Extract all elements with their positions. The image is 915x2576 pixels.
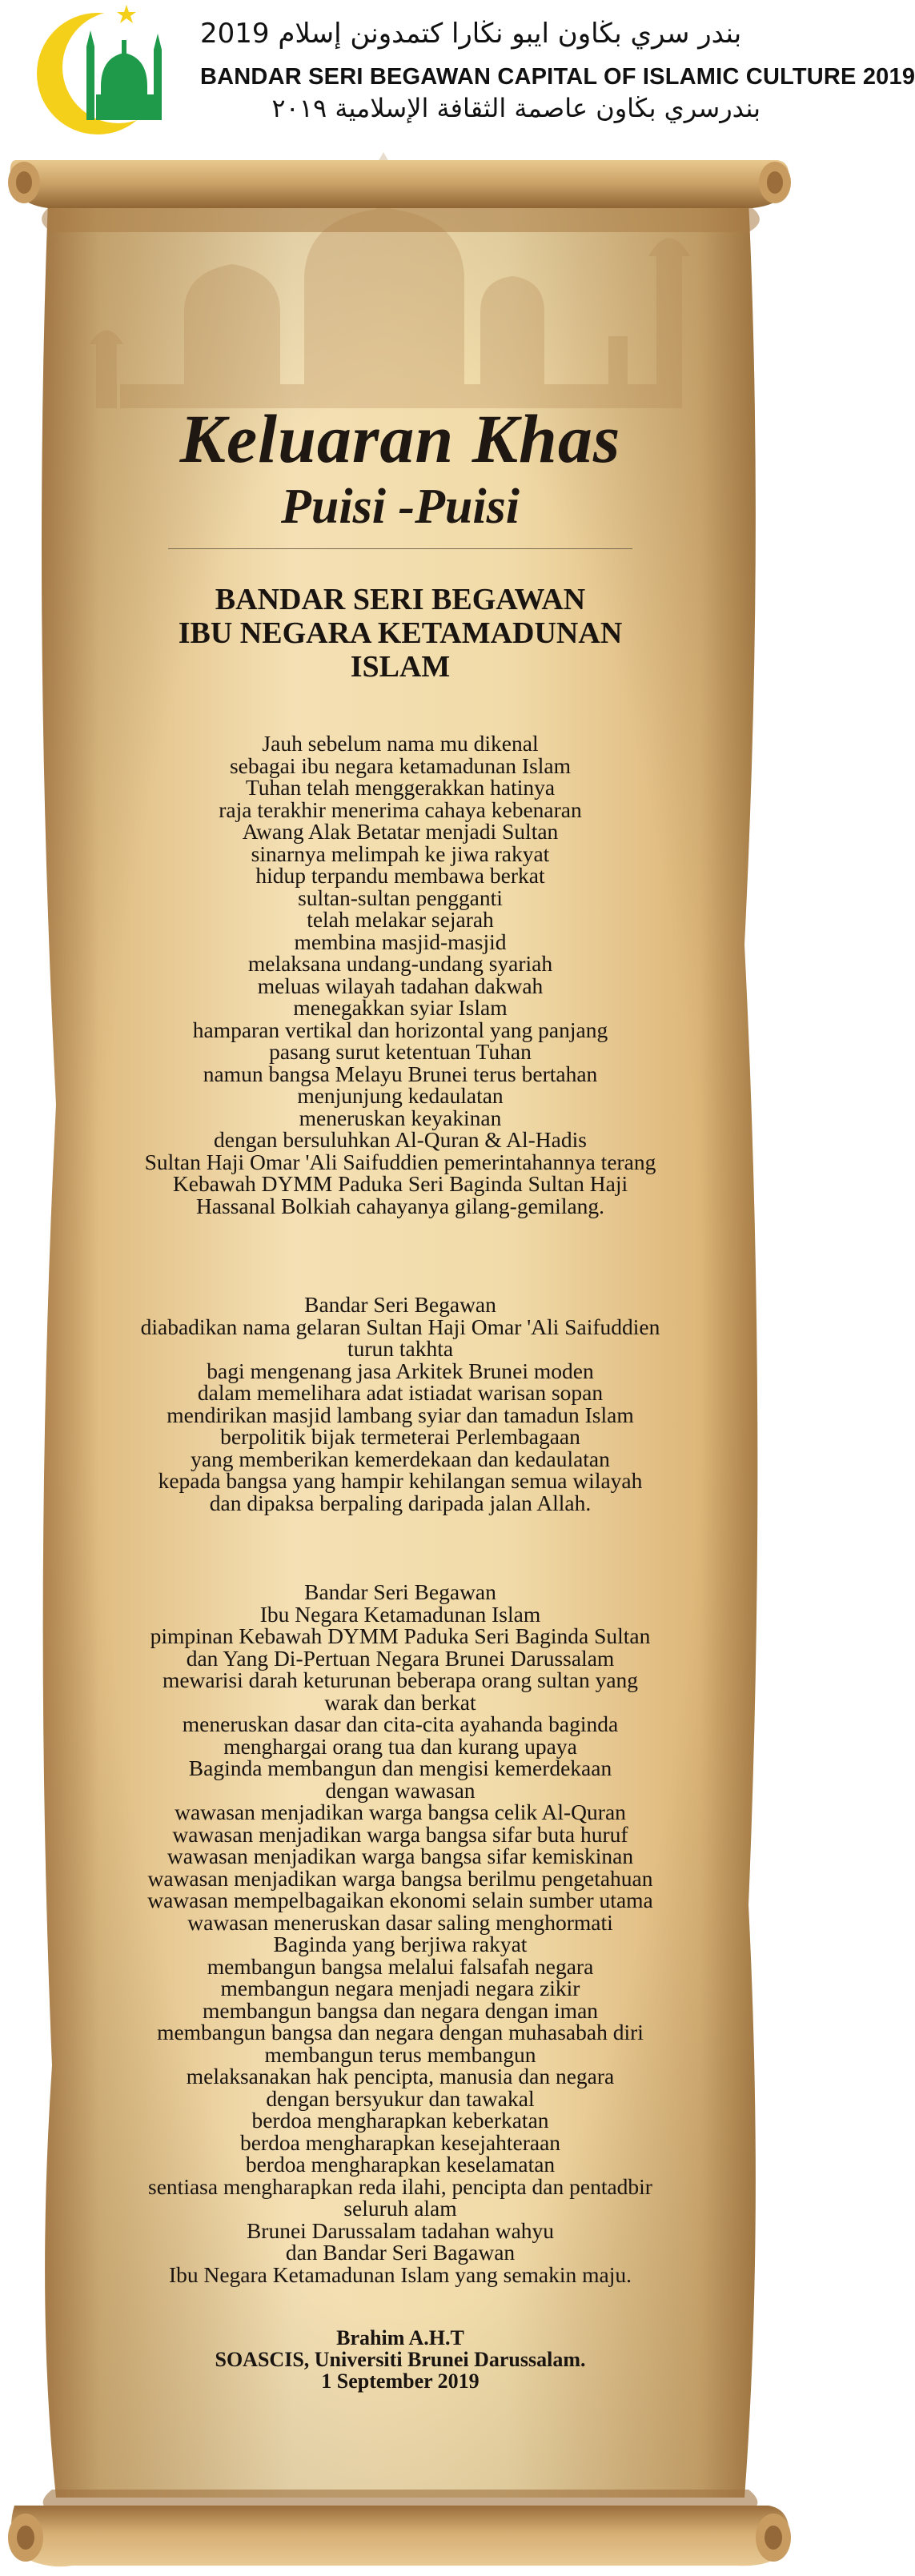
page-header xyxy=(0,0,915,152)
poem-line: Tuhan telah menggerakkan hatinya xyxy=(245,775,556,800)
special-edition-title: Keluaran Khas xyxy=(179,400,621,477)
poem-line: hidup terpandu membawa berkat xyxy=(255,863,545,888)
poem-line: wawasan menjadikan warga bangsa berilmu pengetahuan xyxy=(147,1865,653,1891)
poem-line: membangun bangsa dan negara dengan iman xyxy=(202,1997,599,2023)
stanza-2 xyxy=(72,1294,728,1514)
poem-line: Bandar Seri Begawan xyxy=(304,1292,496,1317)
poem-line: berdoa mengharapkan keberkatan xyxy=(251,2108,549,2133)
poem-line: sentiasa mengharapkan reda ilahi, pencipta dan pentadbir xyxy=(148,2173,652,2199)
poem-line: pasang surut ketentuan Tuhan xyxy=(269,1039,532,1064)
poem-line: menjunjung kedaulatan xyxy=(297,1083,504,1108)
poem-line: wawasan menjadikan warga bangsa sifar kemiskinan xyxy=(167,1844,634,1868)
poem-line: bagi mengenang jasa Arkitek Brunei moden xyxy=(207,1358,594,1383)
poem-line: membina masjid-masjid xyxy=(294,929,507,954)
poem-line: raja terakhir menerima cahaya kebenaran xyxy=(219,796,582,822)
poem-line: melaksana undang-undang syariah xyxy=(247,951,553,976)
special-edition-subtitle: Puisi -Puisi xyxy=(280,479,520,534)
poem-line: meneruskan keyakinan xyxy=(299,1105,502,1130)
poem-line: membangun terus membangun xyxy=(264,2041,536,2067)
poem-line: berdoa mengharapkan kesejahteraan xyxy=(239,2129,561,2155)
parchment-scroll xyxy=(0,144,801,2576)
poem-line: Ibu Negara Ketamadunan Islam yang semakin maju. xyxy=(168,2261,632,2287)
header-arabic-line-2: بندرسري بڬاون عاصمة الثقافة الإسلامية ٢٠١٩ xyxy=(271,93,760,123)
poem-line: dan dipaksa berpaling daripada jalan Allah. xyxy=(209,1490,592,1515)
poem-line: membangun bangsa dan negara dengan muhasabah diri xyxy=(157,2020,644,2044)
poem-line: Awang Alak Betatar menjadi Sultan xyxy=(242,819,559,844)
header-title: BANDAR SERI BEGAWAN CAPITAL OF ISLAMIC CULTURE 2019 xyxy=(200,64,915,90)
stanza-1 xyxy=(72,732,728,1217)
poem-line: wawasan mempelbagaikan ekonomi selain sumber utama xyxy=(147,1888,653,1912)
poem-line: namun bangsa Melayu Brunei terus bertahan xyxy=(203,1061,598,1086)
poem-line: dengan wawasan xyxy=(325,1777,476,1803)
header-jawi-line-1: بندر سري بڬاون ايبو نڬارا كتمدونن إسلام 2019 xyxy=(200,18,742,50)
poem-line: telah melakar sejarah xyxy=(307,907,494,932)
poem-line: Hassanal Bolkiah cahayanya gilang-gemilang. xyxy=(195,1193,605,1218)
poem-title-line: ISLAM xyxy=(350,650,451,684)
poem-line: dengan bersuluhkan Al-Quran & Al-Hadis xyxy=(214,1127,587,1152)
stanza-3 xyxy=(72,1581,728,2285)
poem-line: dan Yang Di-Pertuan Negara Brunei Darussalam xyxy=(186,1645,615,1671)
poem-line: Baginda yang berjiwa rakyat xyxy=(273,1932,528,1956)
poem-line: sebagai ibu negara ketamadunan Islam xyxy=(229,752,572,778)
poem-line: menegakkan syiar Islam xyxy=(293,995,508,1020)
poem-line: Sultan Haji Omar 'Ali Saifuddien pemerintahannya terang xyxy=(144,1149,656,1174)
poem-line: dalam memelihara adat istiadat warisan sopan xyxy=(197,1380,604,1405)
poem-line: meneruskan dasar dan cita-cita ayahanda baginda xyxy=(182,1711,619,1736)
poem-line: dan Bandar Seri Bagawan xyxy=(285,2240,516,2265)
poem-line: Kebawah DYMM Paduka Seri Baginda Sultan Haji xyxy=(172,1171,628,1196)
poem-line: yang memberikan kemerdekaan dan kedaulatan xyxy=(191,1446,610,1471)
poem-title xyxy=(72,583,728,684)
poem-line: sultan-sultan pengganti xyxy=(298,885,503,910)
poem-line: sinarnya melimpah ke jiwa rakyat xyxy=(251,841,550,866)
poem-line: seluruh alam xyxy=(343,2196,457,2221)
poem-line: turun takhta xyxy=(347,1336,454,1361)
poem-line: Brunei Darussalam tadahan wahyu xyxy=(246,2217,555,2243)
poem-line: wawasan menjadikan warga bangsa sifar buta huruf xyxy=(172,1821,628,1847)
poem-title-line: IBU NEGARA KETAMADUNAN xyxy=(178,616,623,650)
poem-line: membangun bangsa melalui falsafah negara xyxy=(207,1953,594,1979)
poem-line: wawasan meneruskan dasar saling menghormati xyxy=(187,1909,613,1935)
author-name: Brahim A.H.T xyxy=(336,2326,464,2349)
poem-line: warak dan berkat xyxy=(324,1689,476,1715)
poem-line: mewarisi darah keturunan beberapa orang sultan yang xyxy=(162,1667,639,1692)
poem-date: 1 September 2019 xyxy=(321,2369,480,2393)
poem-line: hamparan vertikal dan horizontal yang panjang xyxy=(192,1017,608,1042)
poem-line: pimpinan Kebawah DYMM Paduka Seri Baginda Sultan xyxy=(150,1623,651,1648)
poem-line: membangun negara menjadi negara zikir xyxy=(220,1976,580,2000)
poem-line: Bandar Seri Begawan xyxy=(304,1579,496,1604)
poem-title-line: BANDAR SERI BEGAWAN xyxy=(215,583,586,616)
signature-block xyxy=(72,2327,728,2392)
poem-line: dengan bersyukur dan tawakal xyxy=(266,2085,535,2111)
poem-line: menghargai orang tua dan kurang upaya xyxy=(223,1733,577,1759)
poem-line: berpolitik bijak termeterai Perlembagaan xyxy=(220,1424,580,1449)
author-affiliation: SOASCIS, Universiti Brunei Darussalam. xyxy=(215,2348,586,2371)
poem-line: mendirikan masjid lambang syiar dan tamadun Islam xyxy=(167,1402,634,1427)
poem-line: meluas wilayah tadahan dakwah xyxy=(257,973,544,998)
poem-line: melaksanakan hak pencipta, manusia dan negara xyxy=(186,2064,615,2088)
poem-line: berdoa mengharapkan keselamatan xyxy=(245,2152,556,2177)
poem-line: Baginda membangun dan mengisi kemerdekaan xyxy=(188,1755,612,1780)
poem-line: Jauh sebelum nama mu dikenal xyxy=(262,731,539,756)
capital-of-islamic-culture-logo xyxy=(32,0,184,152)
poem-line: diabadikan nama gelaran Sultan Haji Omar 'Ali Saifuddien xyxy=(140,1314,660,1339)
poem-line: Ibu Negara Ketamadunan Islam xyxy=(259,1601,541,1627)
poem-line: wawasan menjadikan warga bangsa celik Al-Quran xyxy=(175,1800,626,1824)
divider xyxy=(168,548,632,549)
poem-line: kepada bangsa yang hampir kehilangan semua wilayah xyxy=(158,1468,643,1493)
